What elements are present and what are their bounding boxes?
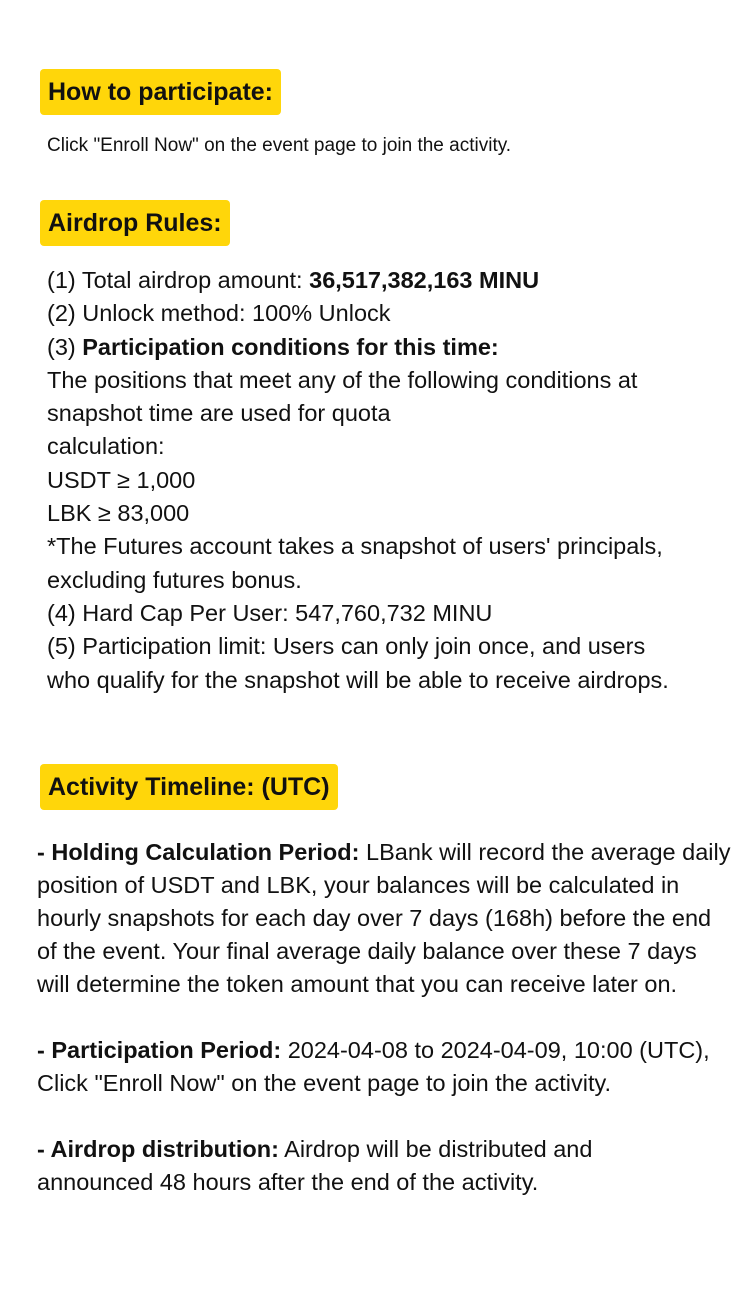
participate-heading: How to participate:: [40, 69, 281, 115]
timeline-list: [37, 836, 732, 1232]
airdrop-amount: 36,517,382,163 MINU: [309, 267, 540, 293]
condition-lbk: LBK ≥ 83,000: [47, 500, 190, 527]
futures-note: *The Futures account takes a snapshot of users' principals, excluding futures bonus.: [47, 533, 663, 593]
holding-period: - Holding Calculation Period: LBank will record the average daily position of USDT and LBK, your balances will be calculated in hourly snapshots for each day over 7 days (168h) before the end of the event. Your final average daily balance over these 7 days will determine the token amount that you can receive later on.: [37, 839, 731, 997]
condition-usdt: USDT ≥ 1,000: [47, 466, 196, 493]
rule-4: (4) Hard Cap Per User: 547,760,732 MINU: [47, 599, 493, 626]
participate-text: Click "Enroll Now" on the event page to join the activity.: [47, 135, 512, 156]
rules-list: [47, 264, 727, 697]
rule-2: (2) Unlock method: 100% Unlock: [47, 300, 391, 327]
rule-1: (1) Total airdrop amount: 36,517,382,163 MINU: [47, 267, 540, 293]
timeline-heading: Activity Timeline: (UTC): [40, 764, 338, 810]
rule-5: (5) Participation limit: Users can only join once, and users who qualify for the snapshot will be able to receive airdrops.: [47, 633, 669, 693]
participation-period: - Participation Period: 2024-04-08 to 2024-04-09, 10:00 (UTC), Click "Enroll Now" on the event page to join the activity.: [37, 1037, 710, 1096]
rules-heading: Airdrop Rules:: [40, 200, 230, 246]
rule-3-desc-2: calculation:: [47, 433, 165, 460]
rule-3-desc: The positions that meet any of the following conditions at snapshot time are used for quota: [47, 366, 638, 427]
airdrop-distribution: - Airdrop distribution: Airdrop will be distributed and announced 48 hours after the end of the activity.: [37, 1136, 593, 1195]
rule-3: (3) Participation conditions for this time:: [47, 333, 499, 360]
